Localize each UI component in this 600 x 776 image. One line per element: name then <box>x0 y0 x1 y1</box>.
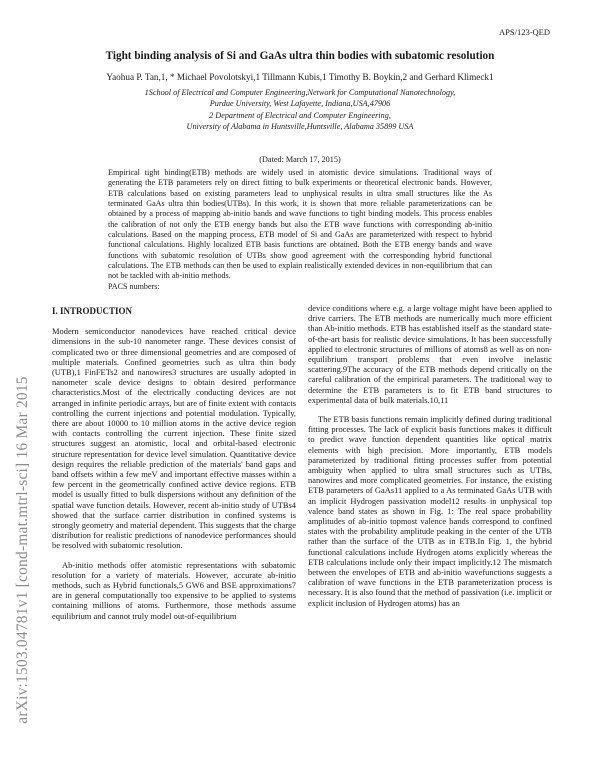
arxiv-sidebar <box>8 170 38 724</box>
author-list: Yaohua P. Tan,1, * Michael Povolotskyi,1 Tillmann Kubis,1 Timothy B. Boykin,2 and Gerhard Klimeck1 <box>106 72 494 82</box>
body-paragraph: Modern semiconductor nanodevices have reached critical device dimensions in the sub-10 nanometer range. These devices consist of complicated two or three dimensional geometries and are composed of multiple materials. Confined geometries such as ultra thin body (UTB),1 FinFETs2 and nanowires3 structures are usually adopted in nanometer scale device designs to obtain desired performance characteristics.Most of the electrically conducting devices are not arranged in infinite periodic arrays, but are of finite extent with contacts controlling the current injections and potential modulation. Typically, there are about 10000 to 10 million atoms in the active device region with contacts controlling the current injection. These finite sized structures suggest an atomistic, local and orbital-based electronic structure representation for device level simulation. Quantitative device design requires the reliable prediction of the materials' band gaps and band offsets within a few meV and important effective masses within a few percent in the geometrically confined active device regions. ETB model is usually fitted to bulk dispersions without any definition of the spatial wave function details. However, recent ab-initio study of UTBs4 showed that the surface carrier distribution in confined systems is strongly geometry and material dependent. This suggests that the charge distribution for realistic predictions of nanodevice performances should be resolved with subatomic resolution. <box>52 326 296 551</box>
affiliation-line: 1School of Electrical and Computer Engineering,Network for Computational Nanotechnology, <box>144 88 456 97</box>
affiliation-line: 2 Department of Electrical and Computer Engineering, <box>209 111 391 120</box>
affiliation-line: Purdue University, West Lafayette, Indiana,USA,47906 <box>209 99 391 108</box>
preprint-number: APS/123-QED <box>498 27 550 37</box>
body-paragraph: Ab-initio methods offer atomistic representations with subatomic resolution for a variety of materials. However, accurate ab-initio methods, such as Hybrid functionals,5 GW6 and BSE approximations7 are in general computationally too expensive to be applied to systems containing millions of atoms. Furthermore, those methods assume equilibrium and cannot truly model out-of-equilibrium <box>52 559 296 621</box>
body-paragraph: The ETB basis functions remain implicitly defined during traditional fitting processes. The lack of explicit basis functions makes it difficult to predict wave function dependent quantities like optical matrix elements with high precision. More importantly, ETB models parameterized by traditional fitting processes suffer from potential ambiguity when applied to ultra small structures such as UTBs, nanowires and more complicated geometries. For instance, the existing ETB parameters of GaAs11 applied to a As terminated GaAs UTB with an implicit Hydrogen passivation model12 results in unphysical top valence band states as shown in Fig. 1: The real space probability amplitudes of ab-initio topmost valence bands correspond to confined states with the probability amplitude peaking in the center of the UTB rather than the surface of the UTB as in ETB.In Fig. 1, the hybrid functional calculations include Hydrogen atoms explicitly whereas the ETB calculations include only their impact implicitly.12 The mismatch between the envelopes of ETB and ab-initio wavefunctions suggests a calibration of wave functions in the ETB parameterization process is necessary. It is also found that the method of passivation (i.e. implicit or explicit inclusion of Hydrogen atoms) has an <box>308 414 552 608</box>
dated-line: (Dated: March 17, 2015) <box>259 155 341 164</box>
arxiv-identifier: arXiv:1503.04781v1 [cond-mat.mtrl-sci] 16 Mar 2015 <box>14 376 31 724</box>
pacs-numbers: PACS numbers: <box>108 282 160 291</box>
abstract: Empirical tight binding(ETB) methods are widely used in atomistic device simulations. Traditional ways of generating the ETB parameters rely on direct fitting to bulk experiments or theoretical electronic bands. However, ETB calculations based on existing parameters lead to unphysical results in ultra small structures like the As terminated GaAs ultra thin bodies(UTBs). In this work, it is shown that more reliable parameterizations can be obtained by a process of mapping ab-initio bands and wave functions to tight binding models. This process enables the calibration of not only the ETB energy bands but also the ETB wave functions with corresponding ab-initio calculations. Based on the mapping process, ETB model of Si and GaAs are parameterized with respect to hybrid functional calculations. Highly localized ETB basis functions are obtained. Both the ETB energy bands and wave functions with subatomic resolution of UTBs show good agreement with the corresponding hybrid functional calculations. The ETB methods can then be used to explain realistically extended devices in non-equilibrium that can not be tackled with ab-initio methods. <box>108 168 492 281</box>
section-heading: I. INTRODUCTION <box>52 306 133 316</box>
left-column <box>52 306 296 621</box>
body-paragraph: device conditions where e.g. a large voltage might have been applied to drive carriers. The ETB methods are numerically much more efficient than Ab-initio methods. ETB has established itself as the standard state-of-the-art basis for realistic device simulations. It has been successfully applied to electronic structures of millions of atoms8 as well as on non-equilibrium transport problems that even involve inelastic scattering.9The accuracy of the ETB methods depend critically on the careful calibration of the empirical parameters. The traditional way to determine the ETB parameters is to fit ETB band structures to experimental data of bulk materials.10,11 <box>308 303 552 405</box>
affiliation-line: University of Alabama in Huntsville,Huntsville, Alabama 35899 USA <box>186 122 414 131</box>
paper-title: Tight binding analysis of Si and GaAs ultra thin bodies with subatomic resolution <box>105 50 495 62</box>
right-column <box>308 303 552 608</box>
